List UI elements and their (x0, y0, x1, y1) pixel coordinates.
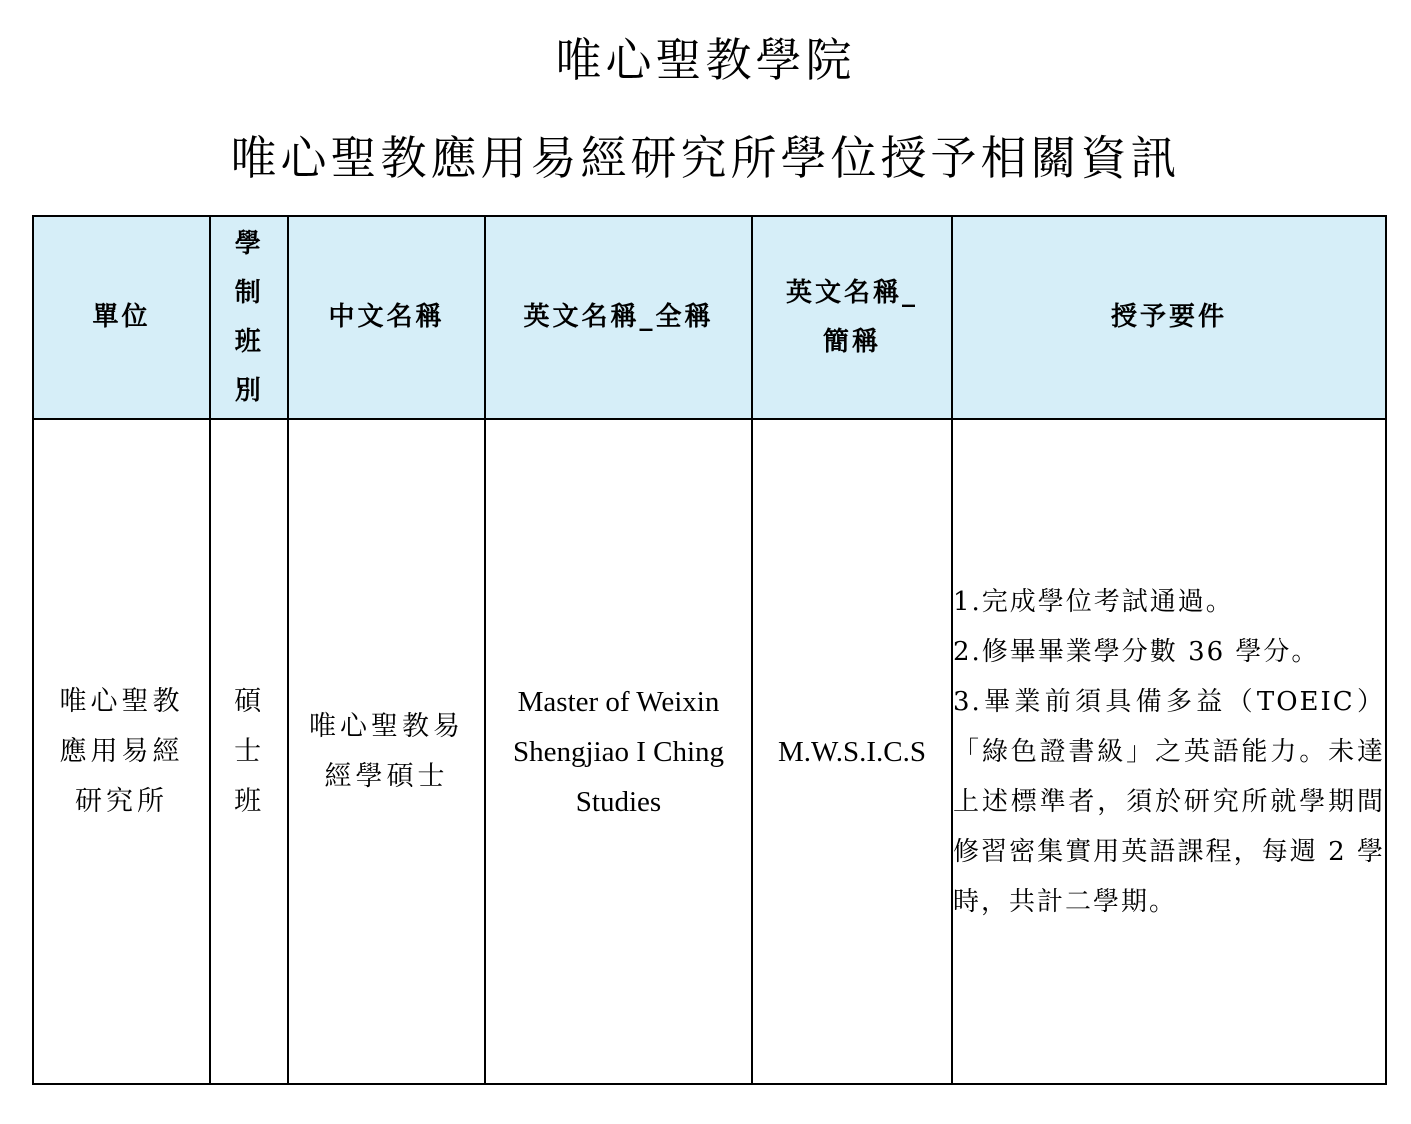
page-title: 唯心聖教學院 (555, 33, 856, 87)
requirements-list (953, 577, 1385, 927)
requirement-item-2: 2.修畢畢業學分數 36 學分。 (953, 636, 1320, 667)
column-header-chinese-name: 中文名稱 (288, 216, 485, 419)
requirement-item-3: 3.畢業前須具備多益（TOEIC）「綠色證書級」之英語能力。未達上述標準者，須於研究所就學期間修習密集實用英語課程，每週 2 學時，共計二學期。 (953, 686, 1385, 917)
cell-english-abbr: M.W.S.I.C.S (752, 419, 952, 1084)
cell-chinese-name (288, 419, 485, 1084)
column-header-requirements: 授予要件 (952, 216, 1386, 419)
cell-unit (33, 419, 210, 1084)
column-header-unit: 單位 (33, 216, 210, 419)
column-header-system (210, 216, 288, 419)
page-subtitle: 唯心聖教應用易經研究所學位授予相關資訊 (230, 131, 1181, 185)
cell-requirements (952, 419, 1386, 1084)
cell-english-full-text: Master of Weixin Shengjiao I Ching Studies (512, 685, 725, 818)
column-header-english-abbr-label: 英文名稱_簡稱 (785, 277, 918, 357)
column-header-english-abbr (752, 216, 952, 419)
cell-english-full (485, 419, 752, 1084)
cell-chinese-name-text: 唯心聖教易經學碩士 (309, 710, 464, 792)
table-header-row (33, 216, 1386, 419)
degree-info-table (32, 215, 1387, 1085)
requirement-item-1: 1.完成學位考試通過。 (953, 586, 1234, 617)
cell-system-text: 碩士班 (234, 685, 266, 817)
column-header-system-label: 學制班別 (234, 228, 264, 406)
cell-unit-text: 唯心聖教應用易經研究所 (59, 685, 184, 817)
table-row (33, 419, 1386, 1084)
column-header-english-full: 英文名稱_全稱 (485, 216, 752, 419)
cell-system (210, 419, 288, 1084)
